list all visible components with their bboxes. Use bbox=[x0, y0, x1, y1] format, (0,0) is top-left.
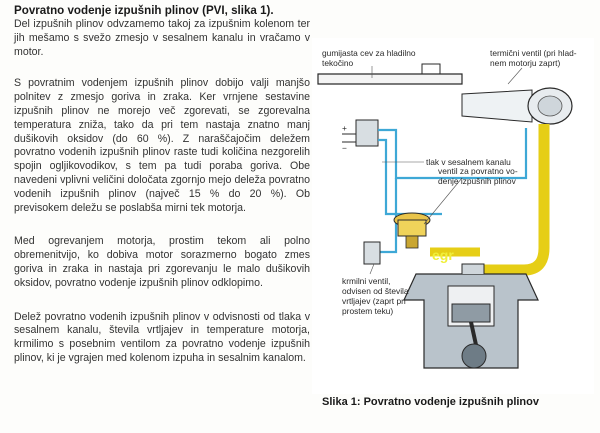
label-hose-2: tekočino bbox=[322, 58, 354, 68]
label-plus: + bbox=[342, 123, 347, 133]
text-column bbox=[14, 4, 310, 366]
air-filter-core bbox=[538, 96, 562, 116]
egr-diagram bbox=[312, 38, 594, 394]
control-valve bbox=[364, 242, 380, 264]
intake-horn bbox=[462, 90, 532, 122]
label-control-4: prostem teku) bbox=[342, 306, 394, 316]
egr-label: egr bbox=[432, 247, 454, 263]
paragraph-1: Del izpušnih plinov odvzamemo takoj za izpušnim kolenom ter jih mešamo s svežo zmesjo v sesalnem kanalu in vračamo v motor. bbox=[14, 18, 310, 58]
label-egr-valve-1: ventil za povratno vo- bbox=[438, 166, 518, 176]
figure-caption: Slika 1: Povratno vodenje izpušnih plinov bbox=[322, 396, 539, 408]
paragraph-3: Med ogrevanjem motorja, prostim tekom ali polno obremenitvijo, ko dobiva motor sorazmerno bogato zmes goriva in zraka in nastaja pri zgorevanju le malo dušikovih oksidov, povratno vodenje izpušnih plinov odklopimo. bbox=[14, 235, 310, 289]
label-minus: − bbox=[342, 143, 347, 153]
egr-valve-stem bbox=[406, 236, 418, 248]
label-thermo-2: nem motorju zaprt) bbox=[490, 58, 561, 68]
label-hose-1: gumijasta cev za hladilno bbox=[322, 48, 416, 58]
label-vacuum: tlak v sesalnem kanalu bbox=[426, 157, 511, 167]
label-thermo-1: termični ventil (pri hlad- bbox=[490, 48, 577, 58]
label-control-3: vrtljajev (zaprt pri bbox=[342, 296, 406, 306]
thermal-valve bbox=[356, 120, 378, 146]
coolant-hose bbox=[318, 74, 462, 84]
label-egr-valve-2: denje izpušnih plinov bbox=[438, 176, 516, 186]
label-control-1: krmilni ventil, bbox=[342, 276, 391, 286]
label-control-2: odvisen od števila bbox=[342, 286, 409, 296]
piston bbox=[452, 304, 490, 322]
egr-valve-body bbox=[398, 220, 426, 236]
egr-figure bbox=[312, 38, 594, 394]
crankshaft bbox=[462, 344, 486, 368]
section-title: Povratno vodenje izpušnih plinov (PVI, slika 1). bbox=[14, 4, 274, 17]
paragraph-2: S povratnim vodenjem izpušnih plinov dobijo valji manjšo polnitev z zmesjo goriva in zraka. Ker vrnjene sestavine izpušnih plinov ne morejo več zgorevati, se zgorevalna temperatura zniža, tako da pri tem nastaja znatno manj dušikovih oksidov (do 60 %). Z naraščajočim deležem povratno vodenih izpušnih plinov raste tudi količina nezgorelih spojin ogljikovodikov, s tem pa tudi poraba goriva. Obe navedeni vplivni veličini določata zgornjo mejo deleža povratno vodenih izpušnih plinov (največ 15 % do 20 %). Ob previsokem deležu se poslabša mirni tek motorja. bbox=[14, 77, 310, 214]
valve-cover bbox=[462, 264, 484, 274]
paragraph-4: Delež povratno vodenih izpušnih plinov v odvisnosti od tlaka v sesalnem kanalu, števila vrtljajev in temperature motorja, krmilimo s posebnim ventilom za povratno vodenje izpušnih plinov, ki je vgrajen med kolenom izpuha in sesalnim kanalom. bbox=[14, 310, 310, 364]
